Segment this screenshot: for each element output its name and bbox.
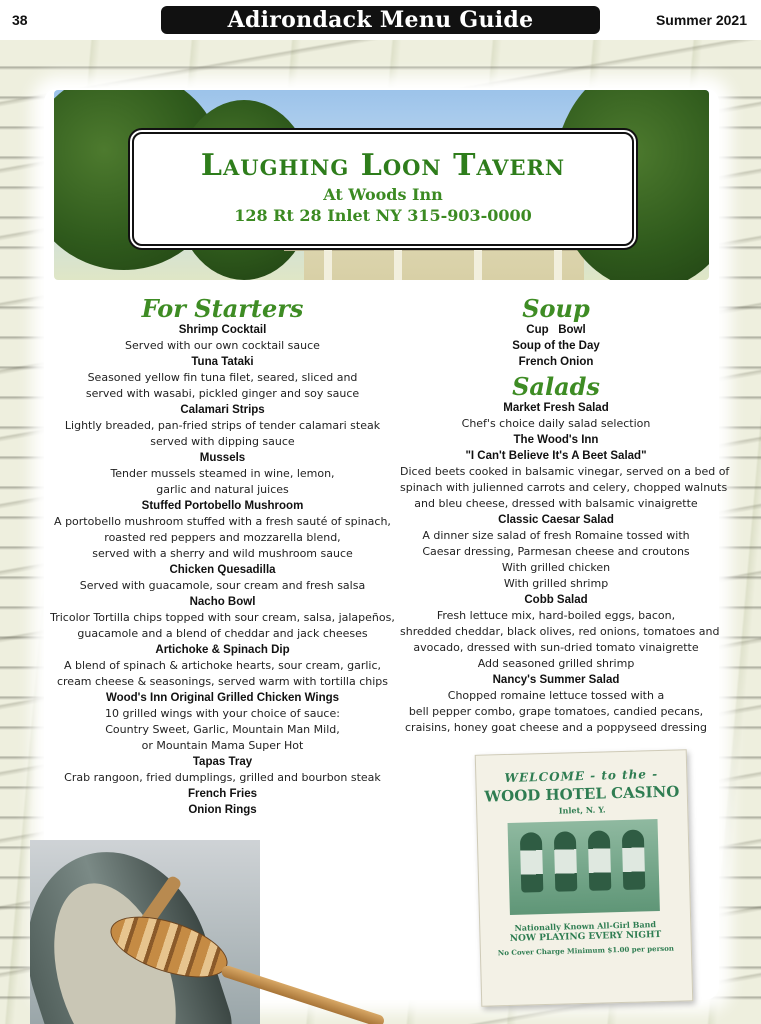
salad-description-line: craisins, honey goat cheese and a poppyseed dressing: [405, 721, 707, 734]
starter-name: Stuffed Portobello Mushroom: [141, 500, 304, 512]
band-member: [588, 830, 612, 891]
starter-description: [50, 338, 395, 354]
page-header: [0, 0, 761, 40]
starter-name: Artichoke & Spinach Dip: [155, 644, 290, 656]
salad-description-line: shredded cheddar, black olives, red onions, tomatoes and: [400, 625, 720, 638]
soup-item: French Onion: [518, 356, 594, 368]
starter-description-line: Seasoned yellow fin tuna filet, seared, sliced and: [87, 371, 358, 384]
salad-description-line: Chef's choice daily salad selection: [461, 417, 651, 430]
salads-heading: Salads: [512, 372, 600, 401]
salad-description-line: Diced beets cooked in balsamic vinegar, served on a bed of: [400, 465, 730, 478]
salad-description: [400, 688, 712, 736]
salad-description-line: bell pepper combo, grape tomatoes, candied pecans,: [408, 705, 704, 718]
starters-list: [50, 322, 395, 818]
page-number: 38: [12, 12, 28, 28]
poster-band: Nationally Known All-Girl Band: [514, 919, 657, 933]
poster-welcome: WELCOME - to the -: [504, 767, 659, 786]
salad-name: Classic Caesar Salad: [498, 514, 614, 526]
starter-description-line: Served with our own cocktail sauce: [125, 339, 320, 352]
starter-description: [50, 370, 395, 402]
soup-item: Soup of the Day: [512, 340, 600, 352]
salad-description-line: avocado, dressed with sun-dried tomato vinaigrette: [413, 641, 699, 654]
poster-location: Inlet, N. Y.: [558, 804, 606, 816]
restaurant-title-box: [128, 128, 638, 250]
right-column: [400, 294, 730, 736]
starter-name: Onion Rings: [188, 804, 257, 816]
salad-description: [400, 528, 712, 592]
starter-description: [50, 578, 395, 594]
salad-description-line: With grilled shrimp: [503, 577, 609, 590]
band-member: [622, 829, 646, 890]
salad-description-line: spinach with julienned carrots and celery, chopped walnuts: [400, 481, 728, 494]
band-member: [520, 832, 544, 893]
poster-venue: WOOD HOTEL CASINO: [484, 782, 680, 806]
band-member: [554, 831, 578, 892]
starter-description-line: Served with guacamole, sour cream and fresh salsa: [79, 579, 366, 592]
starter-name: Shrimp Cocktail: [178, 324, 267, 336]
restaurant-subtitle: At Woods Inn: [323, 185, 443, 204]
starter-description-line: 10 grilled wings with your choice of sauce:: [105, 707, 340, 720]
salad-description: [400, 608, 720, 672]
issue-season: Summer 2021: [655, 12, 747, 28]
salad-description-line: Fresh lettuce mix, hard-boiled eggs, bacon,: [436, 609, 676, 622]
starter-description-line: guacamole and a blend of cheddar and jack cheeses: [77, 627, 368, 640]
starter-name: French Fries: [187, 788, 258, 800]
starters-column: [50, 296, 395, 818]
starter-description-line: Country Sweet, Garlic, Mountain Man Mild,: [105, 723, 340, 736]
salad-description-line: Add seasoned grilled shrimp: [477, 657, 635, 670]
vintage-casino-poster: [475, 749, 694, 1006]
guide-title: Adirondack Menu Guide: [161, 6, 600, 34]
starter-name: Wood's Inn Original Grilled Chicken Wings: [105, 692, 340, 704]
starter-name: Tuna Tataki: [191, 356, 254, 368]
salad-description-line: Caesar dressing, Parmesan cheese and croutons: [422, 545, 690, 558]
restaurant-address: 128 Rt 28 Inlet NY 315-903-0000: [234, 206, 532, 225]
starter-description-line: served with a sherry and wild mushroom sauce: [92, 547, 353, 560]
starter-description-line: served with wasabi, pickled ginger and soy sauce: [85, 387, 360, 400]
starter-description-line: A blend of spinach & artichoke hearts, sour cream, garlic,: [63, 659, 381, 672]
starter-description: [50, 610, 395, 642]
salad-description-line: A dinner size salad of fresh Romaine tossed with: [422, 529, 690, 542]
starter-description-line: Lightly breaded, pan-fried strips of tender calamari steak: [64, 419, 381, 432]
starter-description: [50, 466, 395, 498]
salad-name: The Wood's Inn: [513, 434, 599, 446]
starter-name: Nacho Bowl: [189, 596, 256, 608]
starter-description-line: cream cheese & seasonings, served warm with tortilla chips: [56, 675, 389, 688]
starter-description: [50, 770, 395, 786]
starter-description: [50, 658, 395, 690]
starter-name: Chicken Quesadilla: [169, 564, 276, 576]
starter-description-line: served with dipping sauce: [150, 435, 295, 448]
salad-name: Market Fresh Salad: [503, 402, 609, 414]
soup-item: Cup Bowl: [526, 324, 586, 336]
poster-cover: No Cover Charge Minimum $1.00 per person: [497, 943, 675, 958]
starter-description-line: roasted red peppers and mozzarella blend,: [104, 531, 341, 544]
starter-description: [50, 514, 395, 562]
salad-description-line: and bleu cheese, dressed with balsamic vinaigrette: [414, 497, 698, 510]
starters-heading: For Starters: [141, 294, 304, 323]
starter-description-line: garlic and natural juices: [156, 483, 289, 496]
starter-description-line: Crab rangoon, fried dumplings, grilled and bourbon steak: [64, 771, 381, 784]
soup-heading: Soup: [522, 294, 590, 323]
salad-name: Nancy's Summer Salad: [492, 674, 620, 686]
salad-name: Cobb Salad: [524, 594, 588, 606]
salads-list: [400, 400, 730, 736]
soup-list: [400, 322, 712, 370]
salad-name: "I Can't Believe It's A Beet Salad": [465, 450, 647, 462]
starter-name: Tapas Tray: [192, 756, 253, 768]
poster-band-photo: [508, 819, 660, 915]
starter-description: [50, 706, 395, 754]
starter-name: Mussels: [199, 452, 246, 464]
starter-name: Calamari Strips: [180, 404, 265, 416]
starter-description: [50, 418, 395, 450]
salad-description: [400, 416, 712, 432]
starter-description-line: Tricolor Tortilla chips topped with sour cream, salsa, jalapeños,: [50, 611, 395, 624]
restaurant-name: Laughing Loon Tavern: [200, 148, 566, 183]
salad-description: [400, 464, 730, 512]
starter-description-line: A portobello mushroom stuffed with a fresh sauté of spinach,: [54, 515, 391, 528]
poster-playing: NOW PLAYING EVERY NIGHT: [509, 929, 662, 944]
salad-description-line: With grilled chicken: [501, 561, 611, 574]
starter-description-line: or Mountain Mama Super Hot: [141, 739, 304, 752]
salad-description-line: Chopped romaine lettuce tossed with a: [447, 689, 665, 702]
starter-description-line: Tender mussels steamed in wine, lemon,: [110, 467, 335, 480]
